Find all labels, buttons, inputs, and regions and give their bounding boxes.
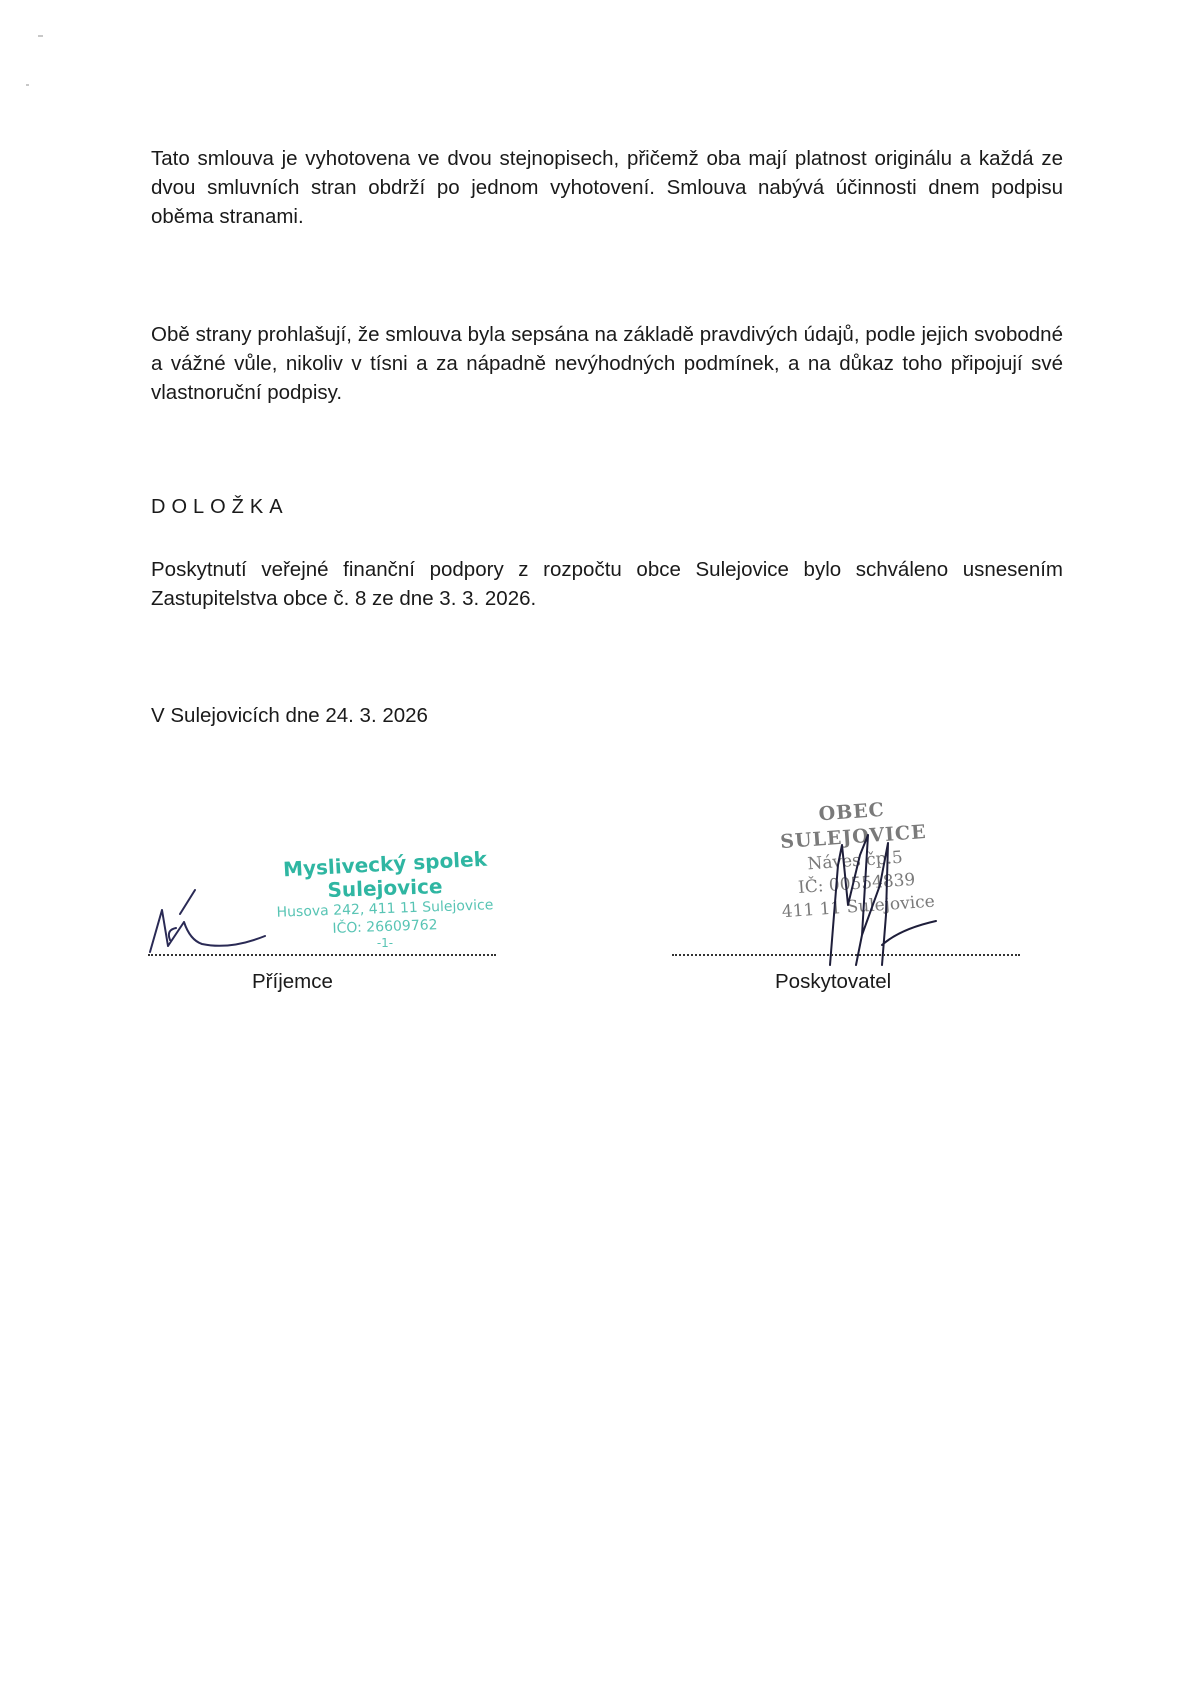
stamp-municipality-address: Náves čp.5 bbox=[806, 847, 904, 875]
clause-heading: DOLOŽKA bbox=[151, 496, 289, 518]
stamp-municipality-zip: 411 11 Sulejovice bbox=[781, 891, 936, 923]
provider-label: Poskytovatel bbox=[775, 970, 892, 993]
stamp-org-mark: -1- bbox=[376, 936, 394, 950]
stamp-org-address: Husova 242, 411 11 Sulejovice bbox=[276, 897, 494, 921]
provider-signature bbox=[790, 825, 940, 975]
stamp-municipality-name: OBEC SULEJOVICE bbox=[779, 798, 928, 854]
recipient-label: Příjemce bbox=[252, 970, 333, 993]
recipient-signature-line bbox=[148, 954, 496, 956]
recipient-signature bbox=[140, 880, 280, 960]
paragraph-declaration: Obě strany prohlašují, že smlouva byla sepsána na základě pravdivých údajů, podle jejich svobodné a vážné vůle, nikoliv v tísni a za nápadně nevýhodných podmínek, a na důkaz toho připojují své vlastnoruční podpisy. bbox=[151, 323, 1063, 404]
scan-speck bbox=[38, 35, 43, 37]
scan-speck bbox=[26, 84, 29, 86]
provider-signature-line bbox=[672, 954, 1020, 956]
paragraph-clause: Poskytnutí veřejné finanční podpory z rozpočtu obce Sulejovice bylo schváleno usnesením Zastupitelstva obce č. 8 ze dne 3. 3. 2026. bbox=[151, 558, 1063, 610]
stamp-org-ico: IČO: 26609762 bbox=[332, 917, 438, 937]
stamp-org-name: Myslivecký spolek bbox=[282, 846, 488, 882]
stamp-org-town: Sulejovice bbox=[327, 874, 443, 902]
place-and-date: V Sulejovicích dne 24. 3. 2026 bbox=[151, 704, 428, 727]
stamp-municipality-ic: IČ: 00554839 bbox=[797, 869, 916, 899]
paragraph-copies: Tato smlouva je vyhotovena ve dvou stejnopisech, přičemž oba mají platnost originálu a každá ze dvou smluvních stran obdrží po jednom vyhotovení. Smlouva nabývá účinnosti dnem podpisu oběma stranami. bbox=[151, 147, 1063, 228]
recipient-stamp bbox=[250, 846, 520, 950]
